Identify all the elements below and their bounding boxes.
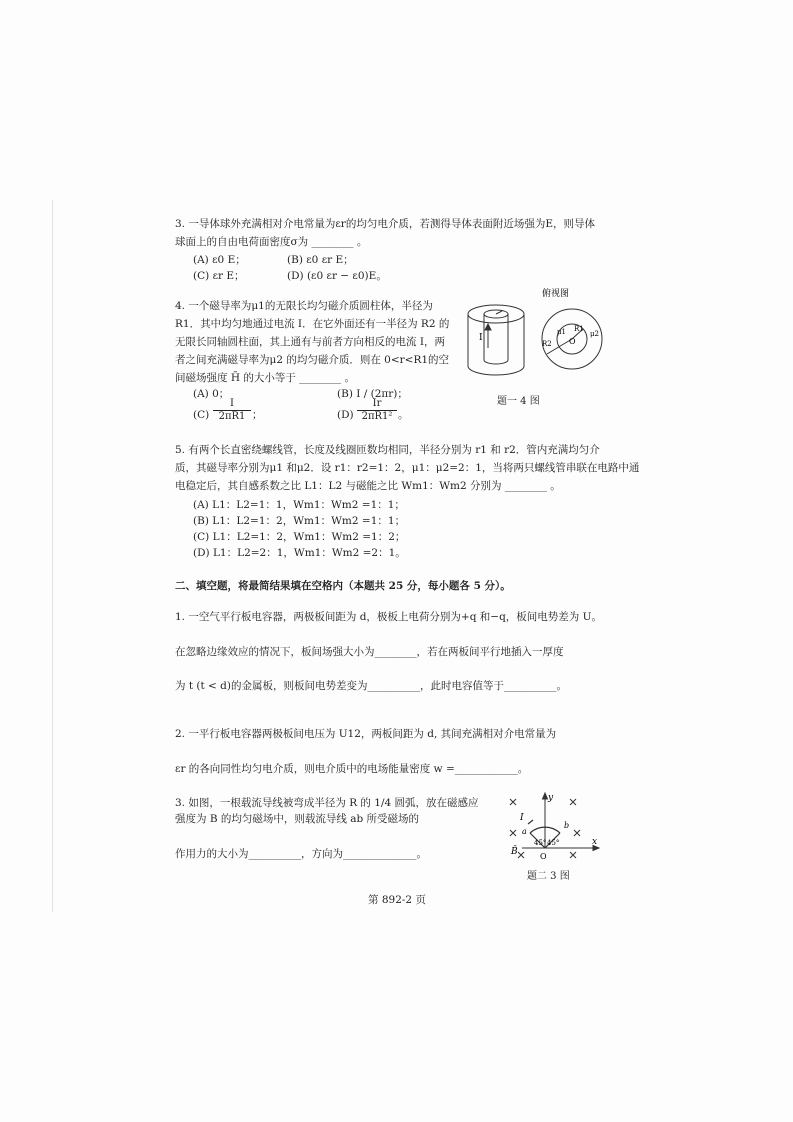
q5-option-c: (C) L1：L2=1：2，Wm1：Wm2 =1：2； [193,531,406,543]
q3-option-d: (D) (ε0 εr − ε0)E。 [287,270,387,282]
f3-figure [500,790,605,865]
q5-text-line3: 电稳定后，其自感系数之比 L1：L2 与磁能之比 Wm1：Wm2 分别为 ________ 。 [175,480,561,492]
q3-option-b: (B) ε0 εr E； [287,254,354,266]
q4-figure-caption: 题一 4 图 [497,396,540,407]
f1-text-line1: 1. 一空气平行板电容器，两极板间距为 d，极板上电荷分别为+q 和−q，板间电势差为 U。 [175,611,602,623]
f2-text-line2: εr 的各向同性均匀电介质，则电介质中的电场能量密度 w =____________。 [175,763,529,775]
y-axis-label: y [548,793,554,803]
radius-r2-label: R2 [542,340,552,348]
q4-text-line4: 者之间充满磁导率为μ2 的均匀磁介质．则在 0<r<R1的空 [175,354,450,366]
section-2-heading: 二、填空题，将最简结果填在空格内（本题共 25 分，每小题各 5 分）。 [175,580,511,592]
page-number: 第 892-2 页 [368,894,426,906]
q4-text-line3: 无限长同轴圆柱面，其上通有与前者方向相反的电流 I，两 [175,336,445,348]
center-o-label: O [569,337,576,346]
cylinder-current-label: I [479,333,483,343]
q4-figure [462,284,612,384]
q5-text-line2: 质，其磁导率分别为μ1 和μ2．设 r1：r2=1：2，μ1：μ2=2：1，当将两只螺线管串联在电路中通 [175,462,640,474]
q4-text-line1: 4. 一个磁导率为μ1的无限长均匀磁介质圆柱体，半径为 [175,300,433,312]
f1-text-line3: 为 t (t < d)的金属板，则板间电势差变为__________，此时电容值等于__________。 [175,680,568,692]
q4-option-d-denominator: 2πR1² [361,411,393,422]
radius-r1-label: R1 [574,325,584,333]
q4-option-d-fraction [357,398,397,423]
point-a-label: a [522,827,527,836]
q5-text-line1: 5. 有两个长直密绕螺线管，长度及线圈匝数均相同，半径分别为 r1 和 r2．管内充满均匀介 [175,444,600,456]
f3-text-line1: 3. 如图，一根载流导线被弯成半径为 R 的 1/4 圆弧，放在磁感应 [175,797,479,809]
mu2-label: μ2 [590,330,600,338]
q4-option-c-label: (C) [193,409,210,421]
current-label: I [520,813,524,823]
q4-option-d-label: (D) [337,409,354,421]
q4-option-c-tail: ； [252,409,263,421]
q4-option-c-denominator: 2πR1 [218,411,246,422]
f3-text-line3: 作用力的大小为__________，方向为______________。 [175,848,427,860]
q4-option-d-numerator: Ir [357,398,397,411]
q3-option-a: (A) ε0 E； [193,254,246,266]
cylinder-drawing [468,305,524,375]
field-b-label: B̄ [511,847,518,857]
angle-left-label: 45° [534,839,547,847]
q4-option-c-fraction [213,398,251,423]
q5-option-a: (A) L1：L2=1：1，Wm1：Wm2 =1：1； [193,499,405,511]
scan-edge [52,200,53,912]
origin-label: O [540,852,547,861]
q3-text-line2: 球面上的自由电荷面密度σ为 ________ 。 [175,236,368,248]
x-axis-label: x [592,837,598,847]
q3-text-line1: 3. 一导体球外充满相对介电常量为εr的均匀电介质，若测得导体表面附近场强为E，则导体 [175,218,595,230]
mu1-label: μ1 [557,328,567,336]
q4-option-a: (A) 0； [193,388,230,400]
q4-option-d-tail: 。 [398,409,409,421]
q5-option-b: (B) L1：L2=1：2，Wm1：Wm2 =1：1； [193,515,406,527]
q4-text-line2: R1．其中均匀地通过电流 I．在它外面还有一半径为 R2 的 [175,318,450,330]
f3-figure-caption: 题二 3 图 [527,871,570,882]
q4-option-b: (B) I / (2πr)； [337,388,408,400]
f2-text-line1: 2. 一平行板电容器两极板间电压为 U12，两板间距为 d, 其间充满相对介电常量为 [175,728,557,740]
f1-text-line2: 在忽略边缘效应的情况下，板间场强大小为________，若在两板间平行地插入一厚度 [175,646,564,658]
point-b-label: b [564,821,570,830]
side-view-label: 俯视图 [542,289,570,299]
q3-option-c: (C) εr E； [193,270,245,282]
q5-option-d: (D) L1：L2=2：1，Wm1：Wm2 =2：1。 [193,547,406,559]
q4-option-c-numerator: I [213,398,251,411]
angle-right-label: 45° [547,839,560,847]
q4-text-line5: 间磁场强度 H̄ 的大小等于 ________ 。 [175,372,356,384]
f3-text-line2: 强度为 B 的均匀磁场中，则载流导线 ab 所受磁场的 [175,813,420,825]
